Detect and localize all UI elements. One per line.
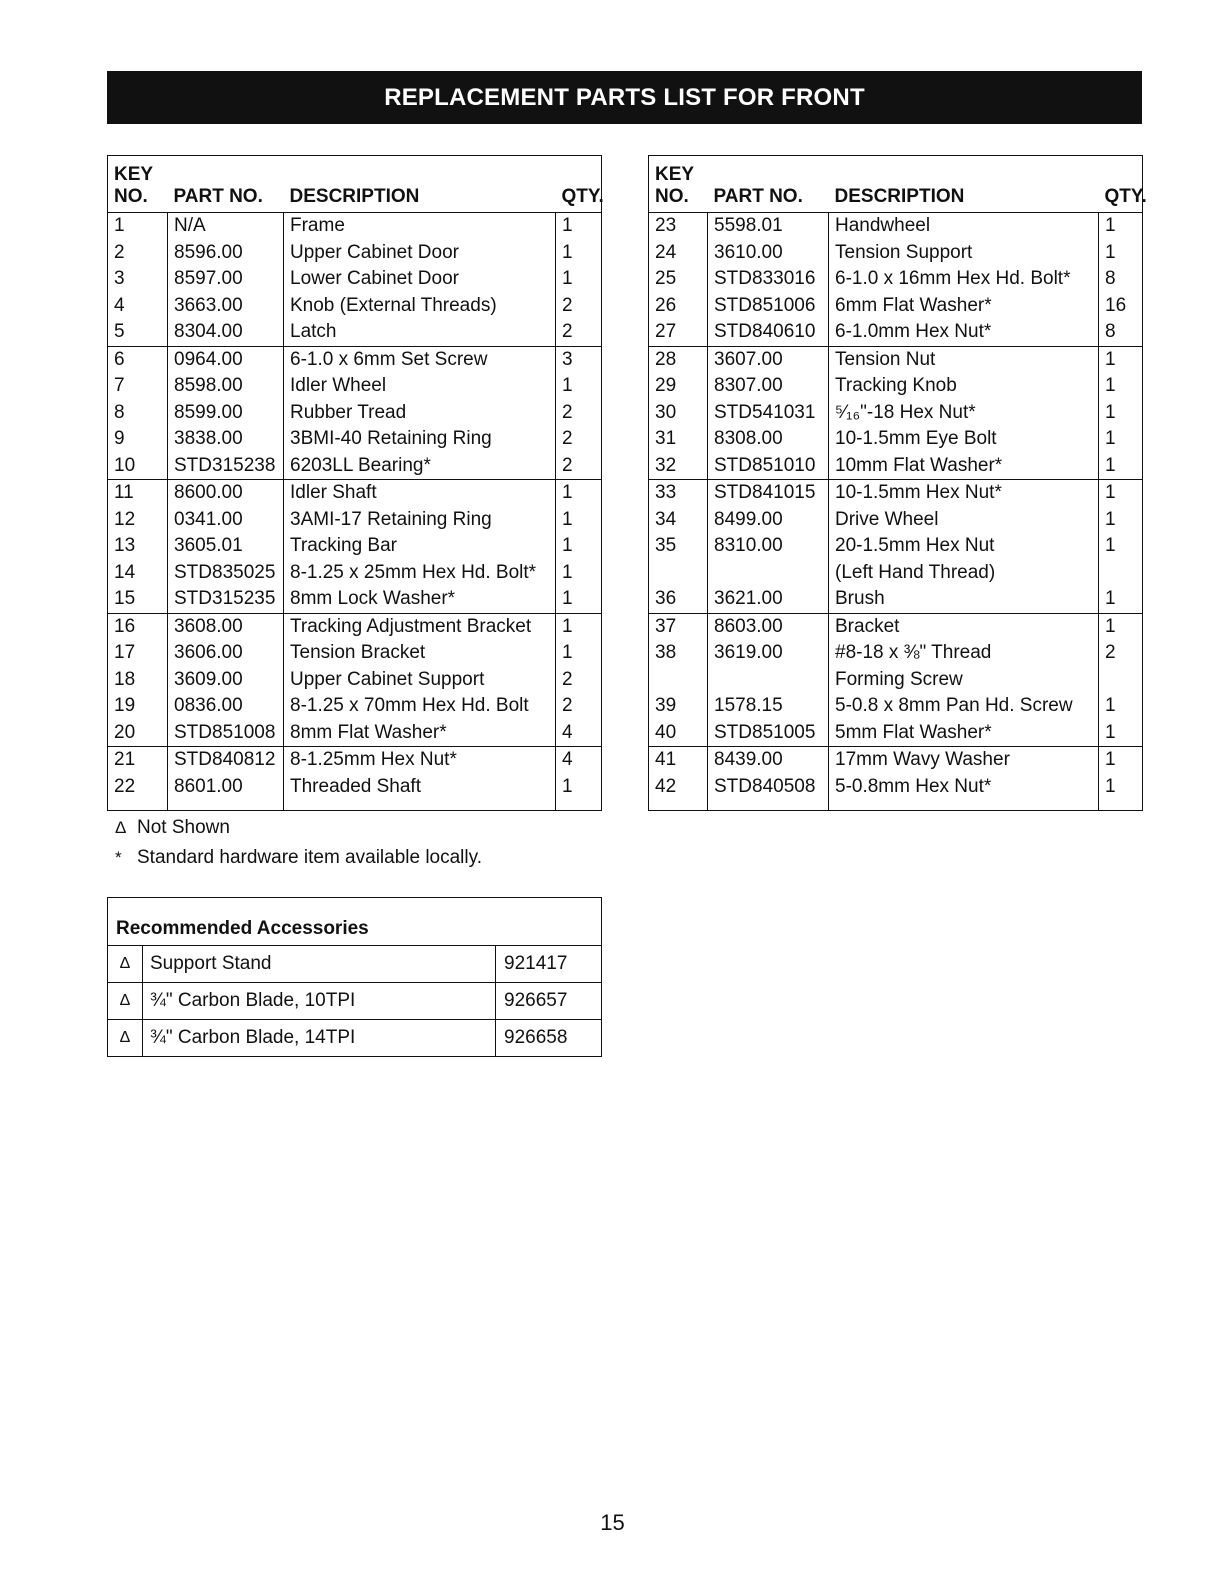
description-cell: 8mm Lock Washer* [284, 586, 556, 613]
accessory-description: Support Stand [143, 946, 496, 982]
part-no-cell: 3619.00 [708, 640, 829, 667]
part-no-cell: STD851005 [708, 720, 829, 747]
part-no-cell: STD541031 [708, 400, 829, 427]
accessory-row [108, 946, 601, 982]
description-cell: 6-1.0 x 16mm Hex Hd. Bolt* [829, 266, 1099, 293]
qty-cell: 2 [556, 319, 602, 346]
table-header-row [108, 156, 602, 213]
qty-cell: 1 [1099, 507, 1143, 534]
table-row [108, 480, 602, 507]
table-row [649, 453, 1143, 480]
note-text: Not Shown [137, 817, 230, 838]
description-cell: Lower Cabinet Door [284, 266, 556, 293]
delta-symbol: Δ [108, 1020, 143, 1056]
key-no-cell: 40 [649, 720, 708, 747]
table-row [108, 640, 602, 667]
qty-cell: 2 [556, 453, 602, 480]
table-row [649, 293, 1143, 320]
qty-header: QTY. [556, 156, 602, 213]
key-no-cell: 11 [114, 482, 134, 504]
key-no-cell: 8 [114, 401, 125, 423]
qty-cell [1099, 667, 1143, 694]
description-cell: Drive Wheel [829, 507, 1099, 534]
part-no-cell: 3606.00 [168, 640, 284, 667]
part-no-cell: N/A [168, 213, 284, 240]
key-no-cell: 38 [655, 642, 677, 664]
table-row [649, 667, 1143, 694]
description-cell: 5mm Flat Washer* [829, 720, 1099, 747]
key-no-cell: 32 [649, 453, 708, 480]
part-no-cell: 3608.00 [168, 613, 284, 640]
table-row [649, 560, 1143, 587]
qty-cell [1099, 560, 1143, 587]
table-row [108, 560, 602, 587]
banner-title: REPLACEMENT PARTS LIST FOR FRONT [384, 83, 865, 111]
part-no-cell: 0964.00 [168, 346, 284, 373]
part-no-cell: 8307.00 [708, 373, 829, 400]
part-no-cell: 3663.00 [168, 293, 284, 320]
part-no-cell: 8310.00 [708, 533, 829, 560]
table-row [108, 240, 602, 267]
delta-symbol: Δ [115, 818, 127, 837]
qty-cell: 2 [556, 293, 602, 320]
description-cell: (Left Hand Thread) [829, 560, 1099, 587]
table-header-row [649, 156, 1143, 213]
qty-cell: 1 [1099, 453, 1143, 480]
description-cell: Handwheel [829, 213, 1099, 240]
note-text: Standard hardware item available locally. [137, 847, 482, 868]
qty-cell: 2 [1099, 640, 1143, 667]
table-row [649, 266, 1143, 293]
part-no-cell: 8304.00 [168, 319, 284, 346]
part-no-header: PART NO. [708, 156, 829, 213]
footnotes [115, 813, 482, 873]
part-no-cell: 8597.00 [168, 266, 284, 293]
table-row [649, 240, 1143, 267]
key-no-header: KEY NO. [649, 156, 708, 213]
description-cell: Brush [829, 586, 1099, 613]
key-no-cell: 36 [649, 586, 708, 613]
key-no-cell: 39 [655, 695, 677, 717]
qty-cell: 1 [1099, 586, 1143, 613]
key-no-cell: 10 [108, 453, 168, 480]
qty-cell: 4 [556, 720, 602, 747]
table-row [649, 319, 1143, 346]
description-cell: 6-1.0 x 6mm Set Screw [284, 346, 556, 373]
key-no-cell: 5 [108, 319, 168, 346]
table-row [108, 693, 602, 720]
parts-table-right [648, 155, 1147, 811]
description-cell: 8-1.25 x 70mm Hex Hd. Bolt [284, 693, 556, 720]
table-row [108, 293, 602, 320]
key-no-cell: 2 [114, 241, 125, 263]
description-cell: 6203LL Bearing* [284, 453, 556, 480]
qty-cell: 1 [556, 613, 602, 640]
part-no-cell: 1578.15 [708, 693, 829, 720]
qty-cell: 4 [556, 747, 602, 774]
table-row [649, 346, 1143, 373]
qty-cell: 1 [1099, 533, 1143, 560]
description-cell: Tracking Adjustment Bracket [284, 613, 556, 640]
description-cell: 5-0.8 x 8mm Pan Hd. Screw [829, 693, 1099, 720]
part-no-cell: 8600.00 [168, 480, 284, 507]
key-no-cell: 21 [114, 749, 136, 771]
key-no-cell: 25 [655, 268, 677, 290]
description-cell: Latch [284, 319, 556, 346]
qty-cell: 1 [1099, 240, 1143, 267]
key-no-cell [649, 560, 708, 587]
part-no-cell: 8598.00 [168, 373, 284, 400]
key-no-cell: 18 [114, 668, 136, 690]
part-no-cell: 0341.00 [168, 507, 284, 534]
table-row [108, 266, 602, 293]
parts-table-left [107, 155, 602, 811]
description-cell: 6-1.0mm Hex Nut* [829, 319, 1099, 346]
qty-cell: 1 [556, 560, 602, 587]
key-no-cell: 19 [114, 695, 136, 717]
part-no-cell: 8599.00 [168, 400, 284, 427]
key-no-cell: 23 [655, 215, 677, 237]
accessory-number: 921417 [504, 953, 568, 974]
qty-cell: 2 [556, 693, 602, 720]
key-no-cell: 1 [114, 215, 125, 237]
part-no-cell: STD840812 [168, 747, 284, 774]
key-no-cell: 31 [655, 428, 677, 450]
description-cell: Bracket [829, 613, 1099, 640]
qty-cell: 1 [556, 640, 602, 667]
description-cell: 8-1.25 x 25mm Hex Hd. Bolt* [284, 560, 556, 587]
description-cell: 10-1.5mm Hex Nut* [829, 480, 1099, 507]
table-row [108, 400, 602, 427]
key-no-cell: 17 [114, 642, 136, 664]
part-no-cell: 8308.00 [708, 426, 829, 453]
description-header: DESCRIPTION [829, 156, 1099, 213]
qty-cell: 1 [1099, 774, 1143, 811]
description-cell: 6mm Flat Washer* [829, 293, 1099, 320]
part-no-cell: STD840508 [708, 774, 829, 811]
description-cell: 20-1.5mm Hex Nut [829, 533, 1099, 560]
qty-cell: 1 [1099, 747, 1143, 774]
key-no-cell: 41 [655, 749, 677, 771]
key-no-cell: 3 [114, 268, 125, 290]
asterisk-symbol: * [115, 848, 122, 867]
qty-header: QTY. [1099, 156, 1143, 213]
description-cell: Tension Bracket [284, 640, 556, 667]
table-row [108, 720, 602, 747]
part-no-cell: STD851008 [168, 720, 284, 747]
table-row [649, 373, 1143, 400]
table-row [108, 373, 602, 400]
part-no-header: PART NO. [168, 156, 284, 213]
description-cell: Tension Support [829, 240, 1099, 267]
key-no-cell: 20 [108, 720, 168, 747]
accessory-row [108, 1019, 601, 1056]
description-header: DESCRIPTION [284, 156, 556, 213]
description-cell: 5-0.8mm Hex Nut* [829, 774, 1099, 811]
description-cell: 3AMI-17 Retaining Ring [284, 507, 556, 534]
key-no-cell: 30 [655, 401, 677, 423]
part-no-cell: 3621.00 [708, 586, 829, 613]
table-row [649, 774, 1143, 811]
description-cell: Upper Cabinet Door [284, 240, 556, 267]
description-cell: Idler Wheel [284, 373, 556, 400]
key-no-cell: 14 [114, 561, 136, 583]
table-row [108, 533, 602, 560]
table-row [108, 453, 602, 480]
note-standard-hardware [115, 843, 482, 873]
accessory-number: 926657 [504, 990, 568, 1011]
key-no-cell: 9 [114, 428, 125, 450]
qty-cell: 3 [556, 346, 602, 373]
page-banner [107, 71, 1142, 124]
description-cell: Tension Nut [829, 346, 1099, 373]
table-row [108, 613, 602, 640]
description-cell: 17mm Wavy Washer [829, 747, 1099, 774]
part-no-cell: STD851006 [708, 293, 829, 320]
table-row [649, 720, 1143, 747]
qty-cell: 1 [556, 586, 602, 613]
part-no-cell: STD840610 [708, 319, 829, 346]
key-no-cell: 12 [114, 508, 136, 530]
qty-cell: 1 [556, 480, 602, 507]
table-row [649, 480, 1143, 507]
qty-cell: 1 [556, 533, 602, 560]
qty-cell: 2 [556, 667, 602, 694]
qty-cell: 1 [1099, 613, 1143, 640]
key-no-cell: 35 [655, 535, 677, 557]
description-cell: #8-18 x ⅜" Thread [829, 640, 1099, 667]
table-row [108, 507, 602, 534]
key-no-cell: 28 [655, 348, 677, 370]
description-cell: Idler Shaft [284, 480, 556, 507]
part-no-cell: 8601.00 [168, 774, 284, 811]
part-no-cell: STD315238 [168, 453, 284, 480]
description-cell: 10-1.5mm Eye Bolt [829, 426, 1099, 453]
table-row [649, 613, 1143, 640]
key-no-cell: 24 [655, 241, 677, 263]
part-no-cell: 3609.00 [168, 667, 284, 694]
qty-cell: 1 [1099, 373, 1143, 400]
qty-cell: 1 [556, 507, 602, 534]
key-no-cell: 22 [114, 775, 136, 797]
key-no-cell [649, 667, 708, 694]
table-row [649, 586, 1143, 613]
part-no-cell [708, 560, 829, 587]
key-no-cell: 7 [114, 375, 125, 397]
description-cell: 8mm Flat Washer* [284, 720, 556, 747]
key-no-cell: 16 [114, 615, 136, 637]
qty-cell: 8 [1099, 319, 1143, 346]
recommended-accessories-box [107, 897, 602, 1057]
qty-cell: 1 [556, 373, 602, 400]
key-no-cell: 37 [655, 615, 677, 637]
accessory-row [108, 982, 601, 1019]
part-no-cell: STD851010 [708, 453, 829, 480]
table-row [108, 319, 602, 346]
key-no-cell: 34 [655, 508, 677, 530]
table-row [108, 586, 602, 613]
delta-symbol: Δ [108, 946, 143, 982]
table-row [649, 507, 1143, 534]
qty-cell: 1 [1099, 400, 1143, 427]
description-cell: Frame [284, 213, 556, 240]
description-cell: ⁵⁄₁₆"-18 Hex Nut* [829, 400, 1099, 427]
qty-cell: 1 [1099, 426, 1143, 453]
table-row [108, 774, 602, 811]
table-row [108, 213, 602, 240]
accessory-description: ¾" Carbon Blade, 10TPI [143, 983, 496, 1019]
part-no-cell: 3610.00 [708, 240, 829, 267]
part-no-cell: 8499.00 [708, 507, 829, 534]
description-cell: Threaded Shaft [284, 774, 556, 811]
description-cell: 3BMI-40 Retaining Ring [284, 426, 556, 453]
table-row [649, 400, 1143, 427]
description-cell: 10mm Flat Washer* [829, 453, 1099, 480]
part-no-cell: 8603.00 [708, 613, 829, 640]
table-row [108, 346, 602, 373]
key-no-cell: 13 [114, 535, 136, 557]
key-no-cell: 4 [114, 294, 125, 316]
table-row [649, 747, 1143, 774]
description-cell: Upper Cabinet Support [284, 667, 556, 694]
qty-cell: 1 [1099, 720, 1143, 747]
description-cell: Rubber Tread [284, 400, 556, 427]
key-no-cell: 6 [114, 348, 125, 370]
part-no-cell: 8439.00 [708, 747, 829, 774]
qty-cell: 8 [1099, 266, 1143, 293]
table-row [108, 747, 602, 774]
key-no-cell: 42 [655, 775, 677, 797]
table-row [649, 213, 1143, 240]
qty-cell: 1 [556, 240, 602, 267]
part-no-cell: 8596.00 [168, 240, 284, 267]
key-no-cell: 26 [655, 294, 677, 316]
part-no-cell: STD841015 [708, 480, 829, 507]
table-row [649, 640, 1143, 667]
accessories-title: Recommended Accessories [108, 898, 601, 946]
table-row [108, 426, 602, 453]
qty-cell: 1 [1099, 693, 1143, 720]
table-row [108, 667, 602, 694]
qty-cell: 1 [556, 774, 602, 811]
description-cell: Knob (External Threads) [284, 293, 556, 320]
qty-cell: 1 [556, 213, 602, 240]
key-no-cell: 15 [108, 586, 168, 613]
part-no-cell: 5598.01 [708, 213, 829, 240]
part-no-cell: STD835025 [168, 560, 284, 587]
accessory-number: 926658 [504, 1027, 568, 1048]
key-no-cell: 29 [655, 375, 677, 397]
part-no-cell: STD315235 [168, 586, 284, 613]
delta-symbol: Δ [108, 983, 143, 1019]
accessory-description: ¾" Carbon Blade, 14TPI [143, 1020, 496, 1056]
table-row [649, 693, 1143, 720]
note-not-shown [115, 813, 482, 843]
key-no-header: KEY NO. [108, 156, 168, 213]
key-no-cell: 27 [649, 319, 708, 346]
page-number: 15 [600, 1510, 625, 1535]
qty-cell: 1 [1099, 480, 1143, 507]
description-cell: Forming Screw [829, 667, 1099, 694]
description-cell: Tracking Bar [284, 533, 556, 560]
qty-cell: 2 [556, 426, 602, 453]
description-cell: 8-1.25mm Hex Nut* [284, 747, 556, 774]
part-no-cell [708, 667, 829, 694]
qty-cell: 16 [1099, 293, 1143, 320]
table-row [649, 533, 1143, 560]
qty-cell: 1 [1099, 213, 1143, 240]
part-no-cell: 3605.01 [168, 533, 284, 560]
description-cell: Tracking Knob [829, 373, 1099, 400]
table-row [649, 426, 1143, 453]
key-no-cell: 33 [655, 482, 677, 504]
qty-cell: 2 [556, 400, 602, 427]
qty-cell: 1 [1099, 346, 1143, 373]
part-no-cell: 3838.00 [168, 426, 284, 453]
part-no-cell: 3607.00 [708, 346, 829, 373]
part-no-cell: 0836.00 [168, 693, 284, 720]
qty-cell: 1 [556, 266, 602, 293]
part-no-cell: STD833016 [708, 266, 829, 293]
